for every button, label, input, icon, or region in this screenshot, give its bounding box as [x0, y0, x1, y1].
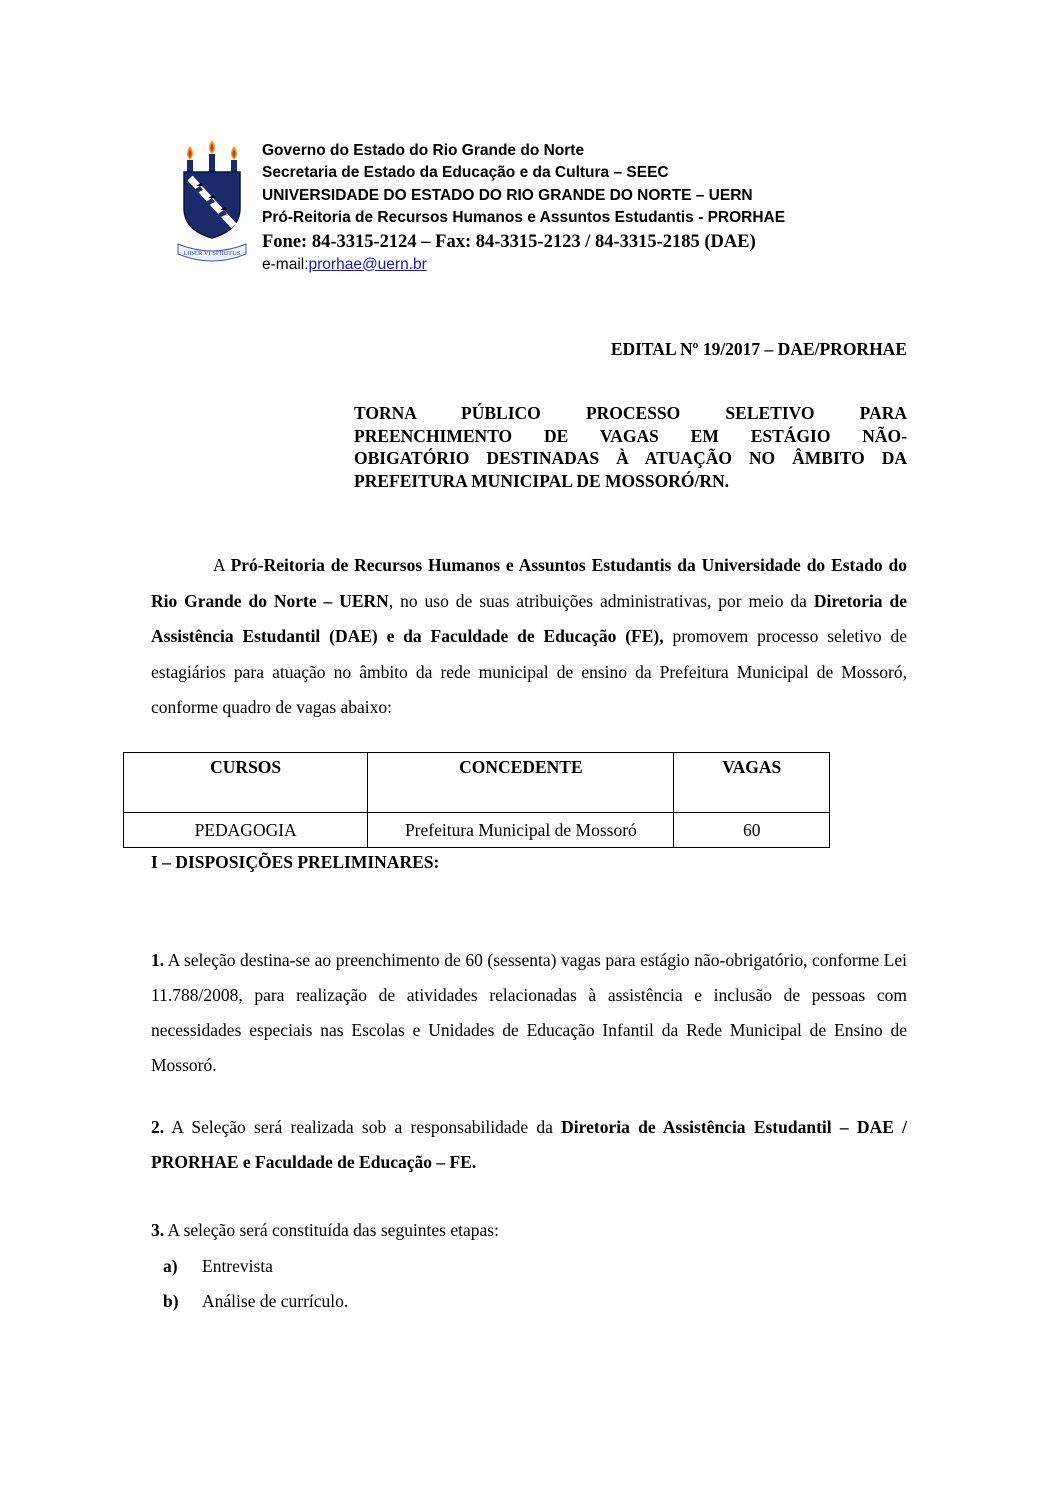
motto-ribbon: [178, 244, 246, 261]
list-label: Análise de currículo.: [202, 1291, 349, 1311]
svg-text:LIBER VI SPIRITUS: LIBER VI SPIRITUS: [183, 250, 241, 257]
email-label: e-mail:: [262, 255, 309, 273]
intro-text: promovem processo seletivo de estagiários para atuação no âmbito da rede municipal de ensino da Prefeitura Municipal de Mossoró, conforme quadro de vagas abaixo:: [151, 626, 907, 717]
intro-bold-directorate: Diretoria de Assistência Estudantil (DAE) e da Faculdade de Educação (FE),: [151, 590, 907, 646]
phone-fax-line: Fone: 84-3315-2124 – Fax: 84-3315-2123 / 84-3315-2185 (DAE): [262, 231, 756, 252]
column-header-courses: CURSOS: [124, 753, 368, 813]
intro-paragraph: [151, 548, 907, 726]
email-link[interactable]: prorhae@uern.br: [308, 255, 427, 273]
list-item: [163, 1249, 348, 1284]
cell-course: PEDAGOGIA: [124, 813, 368, 848]
table-row: [124, 813, 830, 848]
selection-steps-list: [163, 1249, 348, 1319]
subject-line: TORNA PÚBLICO PROCESSO SELETIVO PARA: [354, 403, 907, 423]
list-label: Entrevista: [202, 1256, 273, 1276]
university-line: UNIVERSIDADE DO ESTADO DO RIO GRANDE DO NORTE – UERN: [262, 186, 753, 204]
item-number: 1.: [151, 950, 165, 970]
item-text: A Seleção será realizada sob a responsabilidade da: [164, 1117, 562, 1137]
section-heading: I – DISPOSIÇÕES PRELIMINARES:: [151, 852, 440, 872]
pro-rectorate-line: Pró-Reitoria de Recursos Humanos e Assuntos Estudantis - PRORHAE: [262, 209, 786, 227]
torch-icon: [231, 146, 237, 172]
item-number: 3.: [151, 1220, 165, 1240]
intro-text: , no uso de suas atribuições administrativas, por meio da: [388, 590, 814, 611]
cell-vacancies: 60: [674, 813, 830, 848]
edital-subject: [354, 402, 907, 492]
government-line: Governo do Estado do Rio Grande do Norte: [262, 142, 585, 159]
cell-grantor: Prefeitura Municipal de Mossoró: [368, 813, 674, 848]
item-text: A seleção será constituída das seguintes etapas:: [164, 1220, 499, 1240]
vacancies-table: [123, 752, 830, 848]
column-header-vacancies: VAGAS: [674, 753, 830, 813]
item-bold-text: Diretoria de Assistência Estudantil – DAE / PRORHAE e Faculdade de Educação – FE.: [151, 1117, 907, 1172]
item-3-paragraph: [151, 1213, 907, 1248]
subject-line: OBIGATÓRIO DESTINADAS À ATUAÇÃO NO ÂMBITO DA: [354, 448, 907, 469]
item-2-paragraph: [151, 1110, 907, 1180]
item-number: 2.: [151, 1117, 165, 1137]
list-letter: b): [163, 1291, 179, 1311]
intro-text: A: [213, 555, 231, 575]
torch-icon: [187, 146, 193, 172]
list-item: [163, 1284, 348, 1319]
shield-icon: [184, 172, 240, 238]
email-line: [262, 254, 785, 276]
table-header-row: [124, 753, 830, 813]
edital-title: EDITAL Nº 19/2017 – DAE/PRORHAE: [610, 339, 907, 359]
column-header-grantor: CONCEDENTE: [368, 753, 674, 813]
uern-crest-logo: [176, 136, 248, 266]
intro-bold-institution: Pró-Reitoria de Recursos Humanos e Assuntos Estudantis da Universidade do Estado do Rio Grande do Norte – UERN: [151, 555, 907, 611]
item-1-paragraph: [151, 943, 907, 1083]
item-text: A seleção destina-se ao preenchimento de 60 (sessenta) vagas para estágio não-obrigatório, conforme Lei 11.788/2008, para realização de atividades relacionadas à assistência e inclusão de pessoas com necessidades especiais nas Escolas e Unidades de Educação Infantil da Rede Municipal de Ensino de Mossoró.: [151, 950, 907, 1075]
subject-line: PREENCHIMENTO DE VAGAS EM ESTÁGIO NÃO-: [354, 425, 907, 446]
list-letter: a): [163, 1256, 178, 1276]
subject-line: PREFEITURA MUNICIPAL DE MOSSORÓ/RN.: [354, 470, 729, 491]
letterhead: [262, 140, 785, 276]
secretariat-line: Secretaria de Estado da Educação e da Cultura – SEEC: [262, 164, 669, 182]
torch-icon: [209, 140, 215, 172]
